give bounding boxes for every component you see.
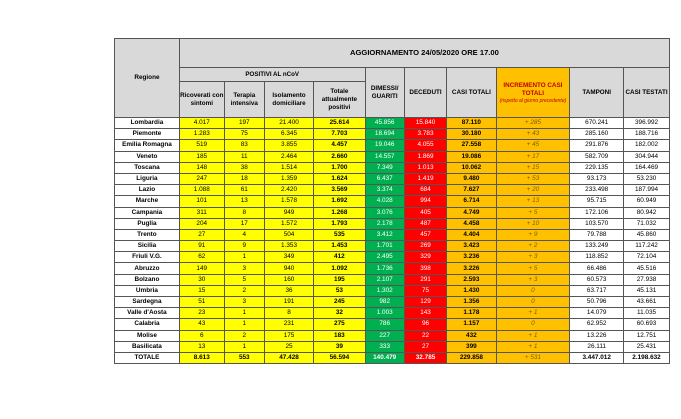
tamponi-cell: 285.160 (570, 129, 624, 140)
table-row (115, 196, 670, 207)
deceduti-cell: 3.783 (404, 129, 447, 140)
casi-testati-cell: 117.242 (624, 241, 670, 252)
table-row (115, 229, 670, 240)
casi-testati-cell: 80.942 (624, 207, 670, 218)
ricoverati-cell: 311 (179, 207, 224, 218)
tamponi-cell: 79.788 (570, 229, 624, 240)
ricoverati-cell: 4.017 (179, 118, 224, 129)
isolamento-cell: 1.578 (264, 196, 313, 207)
ricoverati-cell: 62 (179, 252, 224, 263)
dimessi-cell: 227 (365, 330, 404, 341)
header-regione: Regione (115, 39, 180, 118)
deceduti-cell: 27 (404, 341, 447, 352)
casi-testati-cell: 45.516 (624, 263, 670, 274)
casi-totali-cell: 1.157 (447, 319, 496, 330)
totale-positivi-cell: 275 (314, 319, 365, 330)
deceduti-cell: 1.013 (404, 162, 447, 173)
isolamento-cell: 21.400 (264, 118, 313, 129)
table-row (115, 274, 670, 285)
deceduti-cell: 291 (404, 274, 447, 285)
table-row (115, 173, 670, 184)
casi-testati-cell: 60.693 (624, 319, 670, 330)
region-cell: Sardegna (115, 297, 180, 308)
incremento-cell: + 1 (496, 308, 570, 319)
isolamento-cell: 1.514 (264, 162, 313, 173)
incremento-cell: + 3 (496, 274, 570, 285)
table-row (115, 218, 670, 229)
casi-testati-cell: 187.994 (624, 185, 670, 196)
terapia-cell: 11 (224, 151, 264, 162)
dimessi-cell: 1.701 (365, 241, 404, 252)
casi-testati-cell: 304.944 (624, 151, 670, 162)
deceduti-cell: 1.869 (404, 151, 447, 162)
totale-positivi-cell: 53 (314, 285, 365, 296)
header-deceduti: DECEDUTI (404, 68, 447, 118)
casi-testati-cell: 60.949 (624, 196, 670, 207)
region-cell: Abruzzo (115, 263, 180, 274)
ricoverati-cell: 247 (179, 173, 224, 184)
table-row (115, 207, 670, 218)
casi-totali-cell: 3.423 (447, 241, 496, 252)
dimessi-cell: 7.349 (365, 162, 404, 173)
region-cell: Liguria (115, 173, 180, 184)
region-cell: Bolzano (115, 274, 180, 285)
totale-positivi-cell: 1.092 (314, 263, 365, 274)
tamponi-cell: 233.498 (570, 185, 624, 196)
casi-testati-cell: 12.751 (624, 330, 670, 341)
tamponi-cell: 63.717 (570, 285, 624, 296)
ricoverati-cell: 1.283 (179, 129, 224, 140)
casi-totali-cell: 7.627 (447, 185, 496, 196)
terapia-cell: 1 (224, 308, 264, 319)
isolamento-cell: 47.428 (264, 352, 313, 363)
ricoverati-cell: 27 (179, 229, 224, 240)
tamponi-cell: 93.173 (570, 173, 624, 184)
header-incremento-label: INCREMENTO CASI TOTALI (503, 81, 563, 97)
table-row (115, 151, 670, 162)
totale-positivi-cell: 412 (314, 252, 365, 263)
totale-positivi-cell: 1.700 (314, 162, 365, 173)
header-casi-testati: CASI TESTATI (624, 68, 670, 118)
isolamento-cell: 2.464 (264, 151, 313, 162)
isolamento-cell: 504 (264, 229, 313, 240)
totale-positivi-cell: 39 (314, 341, 365, 352)
dimessi-cell: 2.495 (365, 252, 404, 263)
region-cell: Trento (115, 229, 180, 240)
casi-totali-cell: 87.110 (447, 118, 496, 129)
deceduti-cell: 994 (404, 196, 447, 207)
terapia-cell: 61 (224, 185, 264, 196)
casi-testati-cell: 45.860 (624, 229, 670, 240)
ricoverati-cell: 13 (179, 341, 224, 352)
tamponi-cell: 14.079 (570, 308, 624, 319)
dimessi-cell: 1.302 (365, 285, 404, 296)
table-row (115, 140, 670, 151)
table-row (115, 330, 670, 341)
isolamento-cell: 8 (264, 308, 313, 319)
deceduti-cell: 398 (404, 263, 447, 274)
table-body (115, 118, 670, 364)
terapia-cell: 197 (224, 118, 264, 129)
casi-totali-cell: 1.356 (447, 297, 496, 308)
incremento-cell: + 45 (496, 140, 570, 151)
ricoverati-cell: 8.613 (179, 352, 224, 363)
incremento-cell: 0 (496, 319, 570, 330)
tamponi-cell: 62.952 (570, 319, 624, 330)
casi-testati-cell: 396.992 (624, 118, 670, 129)
table-row (115, 129, 670, 140)
casi-testati-cell: 45.131 (624, 285, 670, 296)
tamponi-cell: 95.715 (570, 196, 624, 207)
deceduti-cell: 22 (404, 330, 447, 341)
region-cell: Basilicata (115, 341, 180, 352)
incremento-cell: + 2 (496, 241, 570, 252)
incremento-cell: + 1 (496, 330, 570, 341)
incremento-cell: + 53 (496, 173, 570, 184)
terapia-cell: 17 (224, 218, 264, 229)
tamponi-cell: 133.249 (570, 241, 624, 252)
table-row (115, 185, 670, 196)
casi-totali-cell: 4.404 (447, 229, 496, 240)
isolamento-cell: 231 (264, 319, 313, 330)
casi-totali-cell: 2.593 (447, 274, 496, 285)
header-casi-totali: CASI TOTALI (447, 68, 496, 118)
deceduti-cell: 15.840 (404, 118, 447, 129)
totale-positivi-cell: 195 (314, 274, 365, 285)
tamponi-cell: 103.570 (570, 218, 624, 229)
dimessi-cell: 3.374 (365, 185, 404, 196)
tamponi-cell: 3.447.012 (570, 352, 624, 363)
region-cell: Friuli V.G. (115, 252, 180, 263)
tamponi-cell: 670.241 (570, 118, 624, 129)
incremento-cell: + 20 (496, 185, 570, 196)
tamponi-cell: 172.106 (570, 207, 624, 218)
totale-positivi-cell: 32 (314, 308, 365, 319)
deceduti-cell: 457 (404, 229, 447, 240)
totale-positivi-cell: 245 (314, 297, 365, 308)
table-row (115, 263, 670, 274)
terapia-cell: 38 (224, 162, 264, 173)
incremento-cell: + 3 (496, 252, 570, 263)
totale-positivi-cell: 2.660 (314, 151, 365, 162)
tamponi-cell: 50.796 (570, 297, 624, 308)
header-dimessi: DIMESSI/ GUARITI (365, 68, 404, 118)
deceduti-cell: 4.055 (404, 140, 447, 151)
incremento-cell: + 15 (496, 162, 570, 173)
header-tamponi: TAMPONI (570, 68, 624, 118)
table-row (115, 308, 670, 319)
deceduti-cell: 96 (404, 319, 447, 330)
header-ricoverati: Ricoverati con sintomi (179, 82, 224, 118)
dimessi-cell: 3.412 (365, 229, 404, 240)
isolamento-cell: 160 (264, 274, 313, 285)
terapia-cell: 553 (224, 352, 264, 363)
dimessi-cell: 333 (365, 341, 404, 352)
casi-totali-cell: 30.180 (447, 129, 496, 140)
isolamento-cell: 6.345 (264, 129, 313, 140)
terapia-cell: 1 (224, 252, 264, 263)
dimessi-cell: 4.028 (365, 196, 404, 207)
casi-testati-cell: 11.035 (624, 308, 670, 319)
update-banner: AGGIORNAMENTO 24/05/2020 ORE 17.00 (179, 39, 669, 68)
incremento-cell: + 5 (496, 263, 570, 274)
totale-positivi-cell: 1.268 (314, 207, 365, 218)
incremento-cell: + 9 (496, 229, 570, 240)
casi-testati-cell: 25.431 (624, 341, 670, 352)
deceduti-cell: 684 (404, 185, 447, 196)
dimessi-cell: 45.856 (365, 118, 404, 129)
isolamento-cell: 940 (264, 263, 313, 274)
terapia-cell: 75 (224, 129, 264, 140)
ricoverati-cell: 15 (179, 285, 224, 296)
dimessi-cell: 3.076 (365, 207, 404, 218)
terapia-cell: 4 (224, 229, 264, 240)
isolamento-cell: 949 (264, 207, 313, 218)
ricoverati-cell: 519 (179, 140, 224, 151)
totale-positivi-cell: 56.594 (314, 352, 365, 363)
table-row (115, 118, 670, 129)
totale-positivi-cell: 1.453 (314, 241, 365, 252)
dimessi-cell: 2.178 (365, 218, 404, 229)
table-row (115, 252, 670, 263)
header-totale-positivi: Totale attualmente positivi (314, 82, 365, 118)
region-cell: Toscana (115, 162, 180, 173)
totale-positivi-cell: 1.793 (314, 218, 365, 229)
casi-totali-cell: 6.714 (447, 196, 496, 207)
table-row (115, 341, 670, 352)
deceduti-cell: 405 (404, 207, 447, 218)
incremento-cell: 0 (496, 297, 570, 308)
isolamento-cell: 349 (264, 252, 313, 263)
terapia-cell: 18 (224, 173, 264, 184)
region-cell: Lombardia (115, 118, 180, 129)
tamponi-cell: 118.852 (570, 252, 624, 263)
ricoverati-cell: 43 (179, 319, 224, 330)
isolamento-cell: 36 (264, 285, 313, 296)
isolamento-cell: 1.353 (264, 241, 313, 252)
casi-testati-cell: 71.032 (624, 218, 670, 229)
region-cell: Emilia Romagna (115, 140, 180, 151)
isolamento-cell: 1.572 (264, 218, 313, 229)
isolamento-cell: 25 (264, 341, 313, 352)
dimessi-cell: 6.437 (365, 173, 404, 184)
terapia-cell: 3 (224, 297, 264, 308)
terapia-cell: 8 (224, 207, 264, 218)
deceduti-cell: 269 (404, 241, 447, 252)
terapia-cell: 13 (224, 196, 264, 207)
totale-positivi-cell: 1.624 (314, 173, 365, 184)
tamponi-cell: 66.486 (570, 263, 624, 274)
incremento-cell: + 13 (496, 196, 570, 207)
casi-testati-cell: 164.469 (624, 162, 670, 173)
table-row (115, 241, 670, 252)
ricoverati-cell: 23 (179, 308, 224, 319)
casi-totali-cell: 10.062 (447, 162, 496, 173)
casi-testati-cell: 72.104 (624, 252, 670, 263)
region-cell: Piemonte (115, 129, 180, 140)
tamponi-cell: 582.709 (570, 151, 624, 162)
casi-testati-cell: 43.661 (624, 297, 670, 308)
terapia-cell: 9 (224, 241, 264, 252)
terapia-cell: 3 (224, 263, 264, 274)
region-cell: Marche (115, 196, 180, 207)
terapia-cell: 2 (224, 285, 264, 296)
dimessi-cell: 140.479 (365, 352, 404, 363)
casi-testati-cell: 188.716 (624, 129, 670, 140)
covid-region-table (114, 38, 670, 364)
ricoverati-cell: 148 (179, 162, 224, 173)
header-positivi-group: POSITIVI AL nCoV (179, 68, 365, 82)
table-row (115, 285, 670, 296)
ricoverati-cell: 101 (179, 196, 224, 207)
region-cell: Sicilia (115, 241, 180, 252)
casi-totali-cell: 3.226 (447, 263, 496, 274)
header-incremento (496, 68, 570, 118)
region-cell: Campania (115, 207, 180, 218)
casi-totali-cell: 432 (447, 330, 496, 341)
tamponi-cell: 13.226 (570, 330, 624, 341)
casi-totali-cell: 4.749 (447, 207, 496, 218)
ricoverati-cell: 6 (179, 330, 224, 341)
totale-positivi-cell: 3.569 (314, 185, 365, 196)
dimessi-cell: 18.694 (365, 129, 404, 140)
terapia-cell: 83 (224, 140, 264, 151)
casi-totali-cell: 4.458 (447, 218, 496, 229)
tamponi-cell: 60.573 (570, 274, 624, 285)
casi-testati-cell: 182.002 (624, 140, 670, 151)
tamponi-cell: 291.876 (570, 140, 624, 151)
incremento-cell: + 531 (496, 352, 570, 363)
dimessi-cell: 2.107 (365, 274, 404, 285)
deceduti-cell: 129 (404, 297, 447, 308)
casi-testati-cell: 53.230 (624, 173, 670, 184)
dimessi-cell: 786 (365, 319, 404, 330)
casi-totali-cell: 3.236 (447, 252, 496, 263)
isolamento-cell: 191 (264, 297, 313, 308)
totale-positivi-cell: 1.692 (314, 196, 365, 207)
totale-positivi-cell: 25.614 (314, 118, 365, 129)
totale-positivi-cell: 7.703 (314, 129, 365, 140)
incremento-cell: + 10 (496, 218, 570, 229)
region-cell: Valle d'Aosta (115, 308, 180, 319)
ricoverati-cell: 30 (179, 274, 224, 285)
casi-totali-cell: 229.858 (447, 352, 496, 363)
header-incremento-note: (rispetto al giorno precedente) (499, 97, 567, 104)
casi-totali-cell: 27.558 (447, 140, 496, 151)
isolamento-cell: 3.855 (264, 140, 313, 151)
region-cell: TOTALE (115, 352, 180, 363)
terapia-cell: 2 (224, 330, 264, 341)
incremento-cell: 0 (496, 285, 570, 296)
region-cell: Molise (115, 330, 180, 341)
incremento-cell: + 1 (496, 341, 570, 352)
deceduti-cell: 143 (404, 308, 447, 319)
header-isolamento: Isolamento domiciliare (264, 82, 313, 118)
totale-positivi-cell: 183 (314, 330, 365, 341)
ricoverati-cell: 185 (179, 151, 224, 162)
dimessi-cell: 19.046 (365, 140, 404, 151)
deceduti-cell: 487 (404, 218, 447, 229)
casi-totali-cell: 399 (447, 341, 496, 352)
casi-testati-cell: 27.938 (624, 274, 670, 285)
table-row (115, 319, 670, 330)
ricoverati-cell: 91 (179, 241, 224, 252)
tamponi-cell: 26.111 (570, 341, 624, 352)
dimessi-cell: 14.557 (365, 151, 404, 162)
dimessi-cell: 1.003 (365, 308, 404, 319)
casi-totali-cell: 1.178 (447, 308, 496, 319)
region-cell: Umbria (115, 285, 180, 296)
table-row (115, 297, 670, 308)
dimessi-cell: 1.736 (365, 263, 404, 274)
casi-totali-cell: 19.086 (447, 151, 496, 162)
terapia-cell: 1 (224, 319, 264, 330)
table-row (115, 162, 670, 173)
region-cell: Lazio (115, 185, 180, 196)
deceduti-cell: 329 (404, 252, 447, 263)
region-cell: Veneto (115, 151, 180, 162)
region-cell: Puglia (115, 218, 180, 229)
casi-testati-cell: 2.198.632 (624, 352, 670, 363)
deceduti-cell: 32.785 (404, 352, 447, 363)
header-terapia: Terapia intensiva (224, 82, 264, 118)
total-row (115, 352, 670, 363)
isolamento-cell: 1.359 (264, 173, 313, 184)
isolamento-cell: 2.420 (264, 185, 313, 196)
ricoverati-cell: 51 (179, 297, 224, 308)
region-cell: Calabria (115, 319, 180, 330)
tamponi-cell: 229.135 (570, 162, 624, 173)
incremento-cell: + 43 (496, 129, 570, 140)
totale-positivi-cell: 4.457 (314, 140, 365, 151)
ricoverati-cell: 204 (179, 218, 224, 229)
dimessi-cell: 982 (365, 297, 404, 308)
ricoverati-cell: 1.088 (179, 185, 224, 196)
incremento-cell: + 285 (496, 118, 570, 129)
deceduti-cell: 1.419 (404, 173, 447, 184)
totale-positivi-cell: 535 (314, 229, 365, 240)
isolamento-cell: 175 (264, 330, 313, 341)
terapia-cell: 1 (224, 341, 264, 352)
ricoverati-cell: 149 (179, 263, 224, 274)
casi-totali-cell: 1.430 (447, 285, 496, 296)
incremento-cell: + 5 (496, 207, 570, 218)
terapia-cell: 5 (224, 274, 264, 285)
incremento-cell: + 17 (496, 151, 570, 162)
casi-totali-cell: 9.480 (447, 173, 496, 184)
deceduti-cell: 75 (404, 285, 447, 296)
